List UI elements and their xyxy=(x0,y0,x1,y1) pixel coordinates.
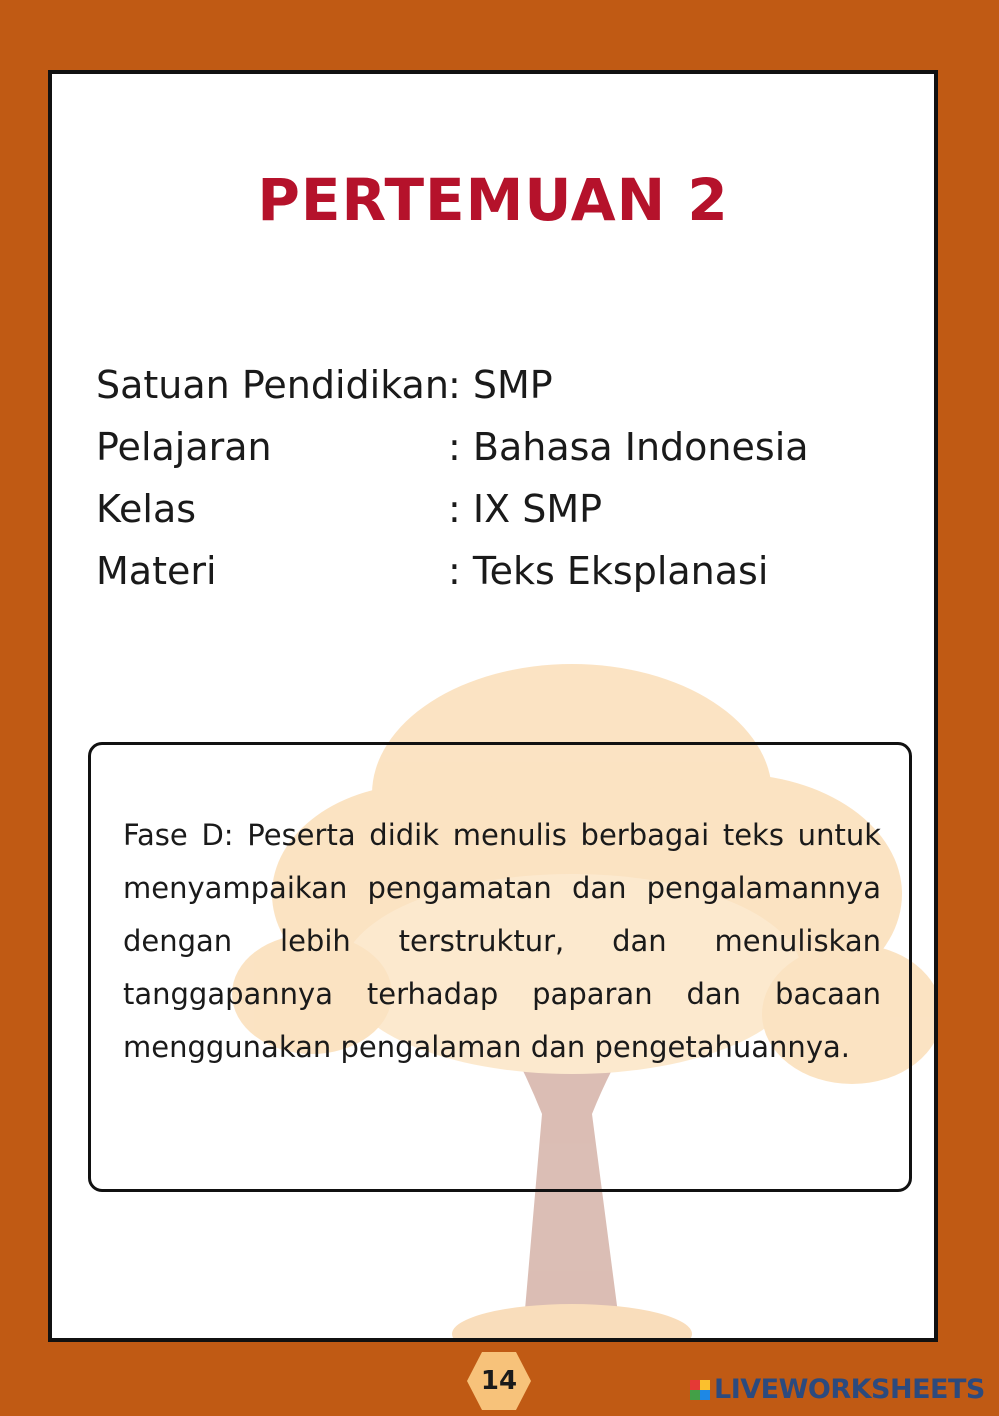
info-value: : Bahasa Indonesia xyxy=(448,425,809,469)
page-card xyxy=(48,70,938,1342)
info-row xyxy=(96,478,809,540)
info-label: Pelajaran xyxy=(96,425,272,469)
info-label: Materi xyxy=(96,549,217,593)
learning-objective-box xyxy=(88,742,912,1192)
info-list xyxy=(96,354,809,602)
liveworksheets-logo-icon xyxy=(690,1380,710,1400)
liveworksheets-brand[interactable] xyxy=(690,1374,985,1405)
page-number-badge xyxy=(466,1350,532,1412)
info-row xyxy=(96,354,809,416)
brand-name: LIVEWORKSHEETS xyxy=(714,1374,985,1405)
info-label: Kelas xyxy=(96,487,197,531)
info-row xyxy=(96,540,809,602)
info-label: Satuan Pendidikan xyxy=(96,363,449,407)
page-number: 14 xyxy=(480,1366,518,1396)
learning-objective-text: Fase D: Peserta didik menulis berbagai teks untuk menyampaikan pengamatan dan pengalamannya dengan lebih terstruktur, dan menuliskan tanggapannya terhadap paparan dan bacaan menggunakan pengalaman dan pengetahuannya. xyxy=(123,818,881,1064)
page-title: PERTEMUAN 2 xyxy=(257,166,729,234)
info-value: : Teks Eksplanasi xyxy=(448,549,769,593)
info-value: : SMP xyxy=(448,363,553,407)
info-row xyxy=(96,416,809,478)
info-value: : IX SMP xyxy=(448,487,603,531)
